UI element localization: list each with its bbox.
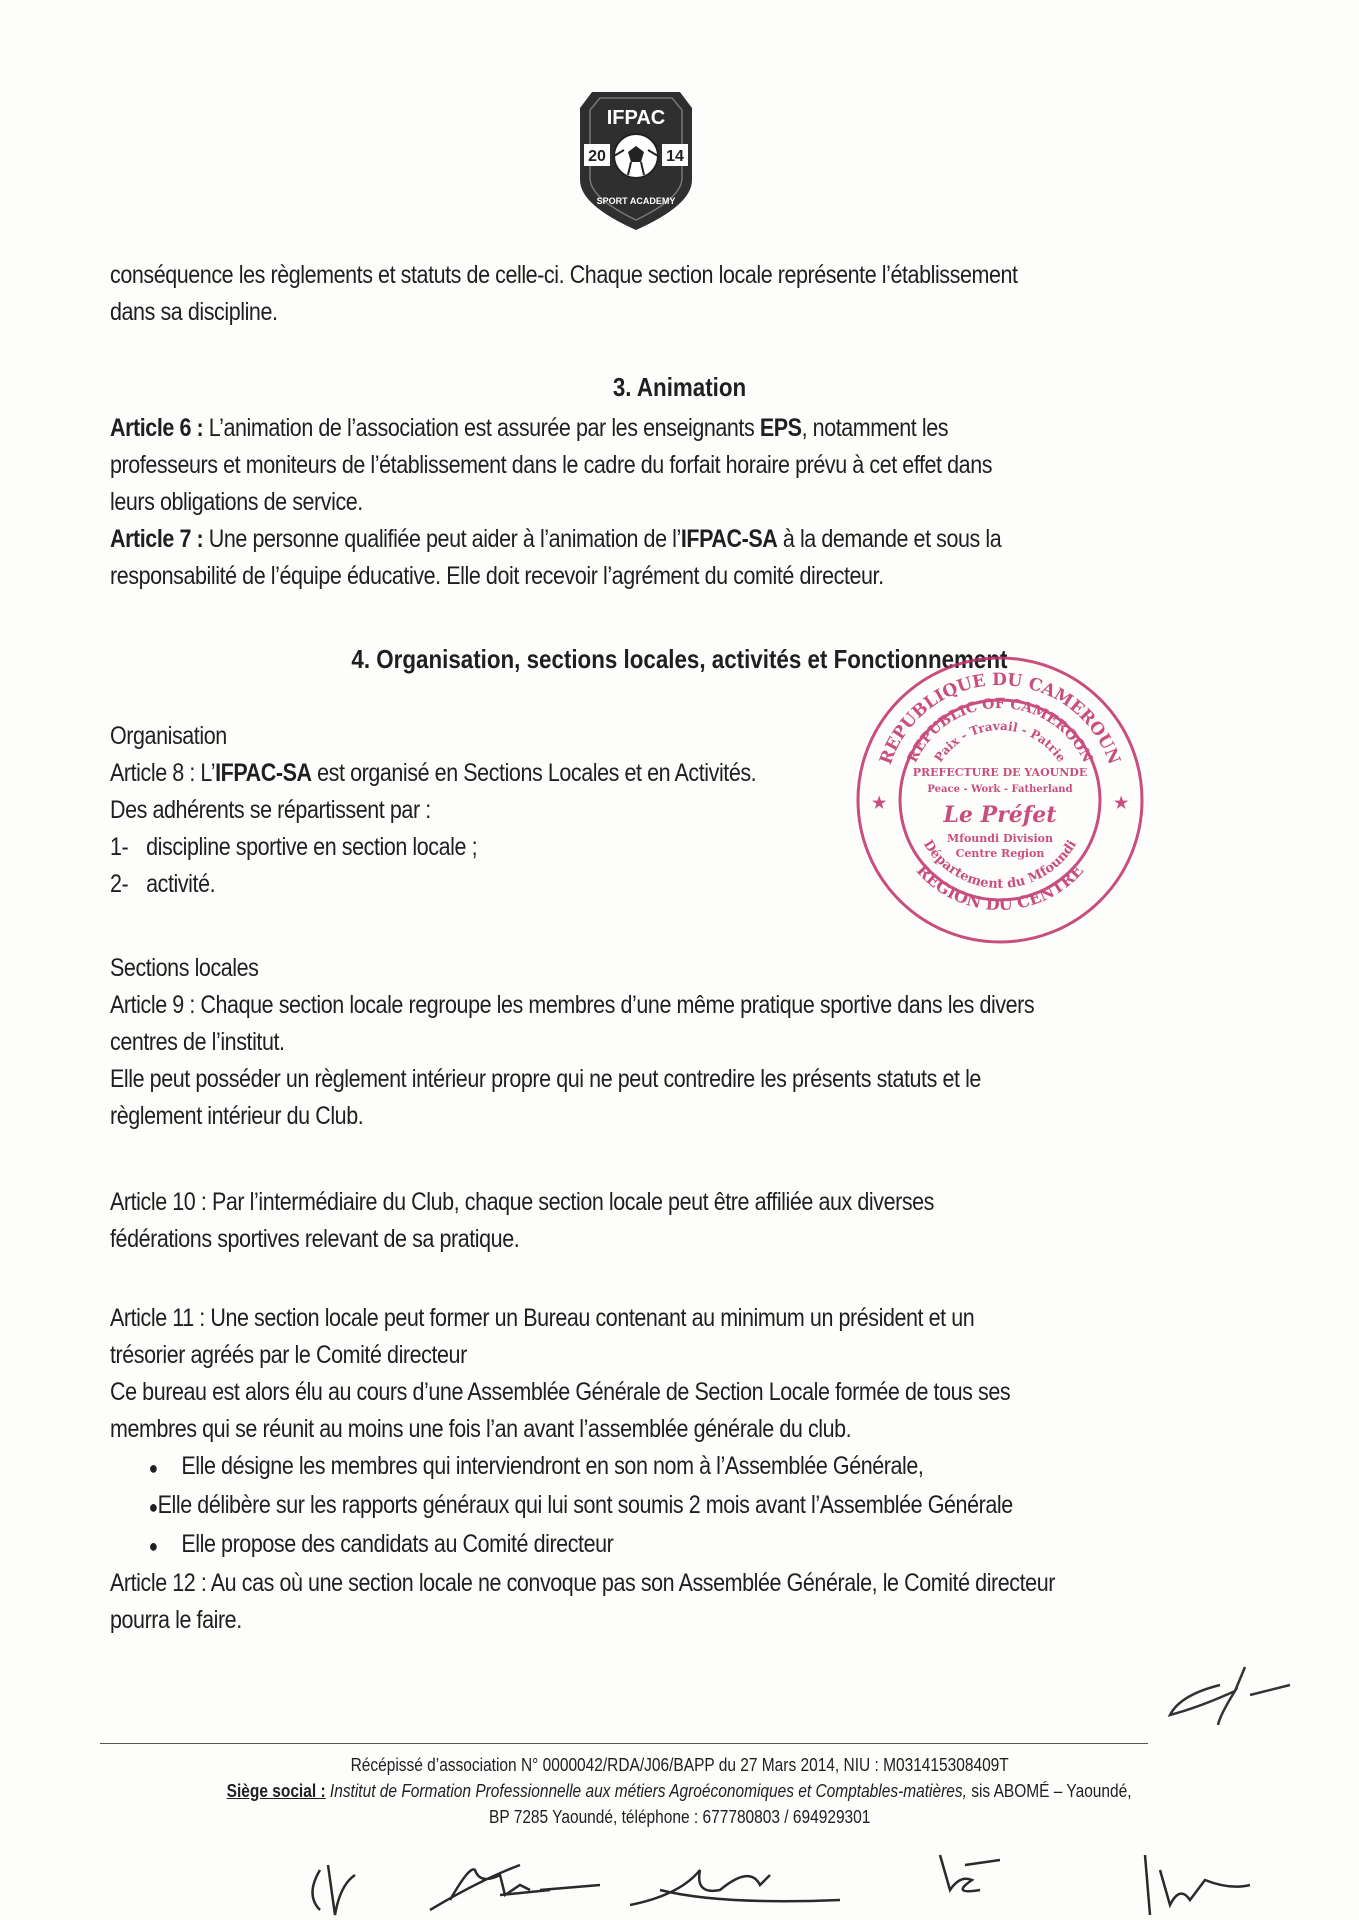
footer-receipt: Récépissé d’association N° 0000042/RDA/J06/BAPP du 27 Mars 2014, NIU : M031415308409T bbox=[350, 1755, 1009, 1775]
footer-contact: BP 7285 Yaoundé, téléphone : 677780803 / 694929301 bbox=[488, 1807, 871, 1827]
stamp-center: Le Préfet bbox=[943, 802, 1057, 828]
logo-year-left: 20 bbox=[588, 148, 606, 165]
intro-line-2: dans sa discipline. bbox=[110, 298, 278, 326]
bullet-dot-icon: ● bbox=[148, 1458, 158, 1478]
numbered-item-2: 2- activité. bbox=[110, 870, 216, 898]
section-4-title: 4. Organisation, sections locales, activités et Fonctionnement bbox=[351, 644, 1008, 674]
article-6-label: Article 6 : bbox=[110, 414, 204, 442]
logo-brand: IFPAC bbox=[606, 107, 666, 129]
article-11-line-3: Ce bureau est alors élu au cours d’une Assemblée Générale de Section Locale formée de tous ses bbox=[110, 1378, 1011, 1406]
bullet-item: ● Elle désigne les membres qui interviendront en son nom à l’Assemblée Générale, bbox=[149, 1448, 1005, 1487]
signature-top-right bbox=[1150, 1655, 1310, 1735]
numbered-item-1: 1- discipline sportive en section locale ; bbox=[110, 833, 478, 861]
article-10-line-2: fédérations sportives relevant de sa pratique. bbox=[110, 1225, 520, 1253]
article-7-line-1: Article 7 : Une personne qualifiée peut aider à l’animation de l’IFPAC-SA à la demande et sous la bbox=[110, 525, 1002, 553]
section-3-body bbox=[110, 410, 1004, 595]
bullet-item: ● Elle délibère sur les rapports généraux qui lui sont soumis 2 mois avant l’Assemblée Générale bbox=[149, 1487, 1005, 1526]
article-6-line-3: leurs obligations de service. bbox=[110, 488, 363, 516]
stamp-republique: REPUBLIQUE DU CAMEROUN bbox=[876, 669, 1124, 768]
intro-paragraph bbox=[110, 257, 1018, 331]
stamp-dept: Département du Mfoundi bbox=[920, 837, 1080, 893]
article-9-line-4: règlement intérieur du Club. bbox=[110, 1102, 364, 1130]
article-12-line-1: Article 12 : Au cas où une section locale ne convoque pas son Assemblée Générale, le Comité directeur bbox=[110, 1569, 1055, 1597]
article-6-line-2: professeurs et moniteurs de l’établissement dans le cadre du forfait horaire prévu à cet effet dans bbox=[110, 451, 993, 479]
article-9-line-2: centres de l’institut. bbox=[110, 1028, 285, 1056]
bullet-dot-icon: ● bbox=[148, 1497, 158, 1517]
article-7-line-2: responsabilité de l’équipe éducative. Elle doit recevoir l’agrément du comité directeur. bbox=[110, 562, 884, 590]
stamp-star-icon: ★ bbox=[872, 793, 887, 812]
stamp-republic: REPUBLIC OF CAMEROON bbox=[904, 695, 1096, 766]
article-11-line-4: membres qui se réunit au moins une fois l’an avant l’assemblée générale du club. bbox=[110, 1415, 852, 1443]
article-11 bbox=[110, 1300, 1055, 1639]
sections-locales-block bbox=[110, 950, 1035, 1135]
stamp-motto: Paix - Travail - Patrie bbox=[931, 718, 1069, 765]
article-6-line-1: Article 6 : L’animation de l’association est assurée par les enseignants EPS, notamment les bbox=[110, 414, 949, 442]
article-11-line-1: Article 11 : Une section locale peut former un Bureau contenant au minimum un président et un bbox=[110, 1304, 975, 1332]
bullet-list bbox=[110, 1448, 1013, 1565]
article-7-label: Article 7 : bbox=[110, 525, 204, 553]
bullet-item: ● Elle propose des candidats au Comité directeur bbox=[149, 1526, 1005, 1565]
footer-siege: Siège social : Institut de Formation Professionnelle aux métiers Agroéconomiques et Comptables-matières, sis ABOMÉ – Yaoundé, bbox=[227, 1781, 1132, 1801]
intro-line-1: conséquence les règlements et statuts de celle-ci. Chaque section locale représente l’établissement bbox=[110, 261, 1018, 289]
stamp-region-en: Centre Region bbox=[955, 847, 1045, 860]
logo-tagline: SPORT ACADEMY bbox=[596, 196, 676, 206]
organisation-heading: Organisation bbox=[110, 722, 227, 750]
article-11-line-2: trésorier agréés par le Comité directeur bbox=[110, 1341, 467, 1369]
stamp-region-fr: REGION DU CENTRE bbox=[912, 860, 1088, 915]
stamp-star-icon: ★ bbox=[1114, 793, 1129, 812]
article-8-line-1: Article 8 : L’IFPAC-SA est organisé en Sections Locales et en Activités. bbox=[110, 759, 757, 787]
article-9-line-1: Article 9 : Chaque section locale regroupe les membres d’une même pratique sportive dans les divers bbox=[110, 991, 1035, 1019]
sections-heading: Sections locales bbox=[110, 954, 259, 982]
article-10 bbox=[110, 1184, 1004, 1258]
prefecture-stamp bbox=[850, 650, 1150, 950]
section-3-title: 3. Animation bbox=[612, 372, 747, 402]
logo-year-right: 14 bbox=[666, 148, 684, 165]
signatures-bottom bbox=[300, 1845, 1350, 1920]
bullet-dot-icon: ● bbox=[148, 1536, 158, 1556]
article-10-line-1: Article 10 : Par l’intermédiaire du Club, chaque section locale peut être affiliée aux diverses bbox=[110, 1188, 935, 1216]
footer-divider bbox=[100, 1743, 1148, 1744]
ifpac-logo bbox=[572, 80, 700, 235]
article-12-line-2: pourra le faire. bbox=[110, 1606, 242, 1634]
article-8-line-2: Des adhérents se répartissent par : bbox=[110, 796, 431, 824]
stamp-motto-en: Peace - Work - Fatherland bbox=[927, 784, 1073, 795]
stamp-prefecture: PREFECTURE DE YAOUNDE bbox=[912, 766, 1088, 779]
article-9-line-3: Elle peut posséder un règlement intérieur propre qui ne peut contredire les présents statuts et le bbox=[110, 1065, 981, 1093]
stamp-division: Mfoundi Division bbox=[947, 832, 1053, 845]
